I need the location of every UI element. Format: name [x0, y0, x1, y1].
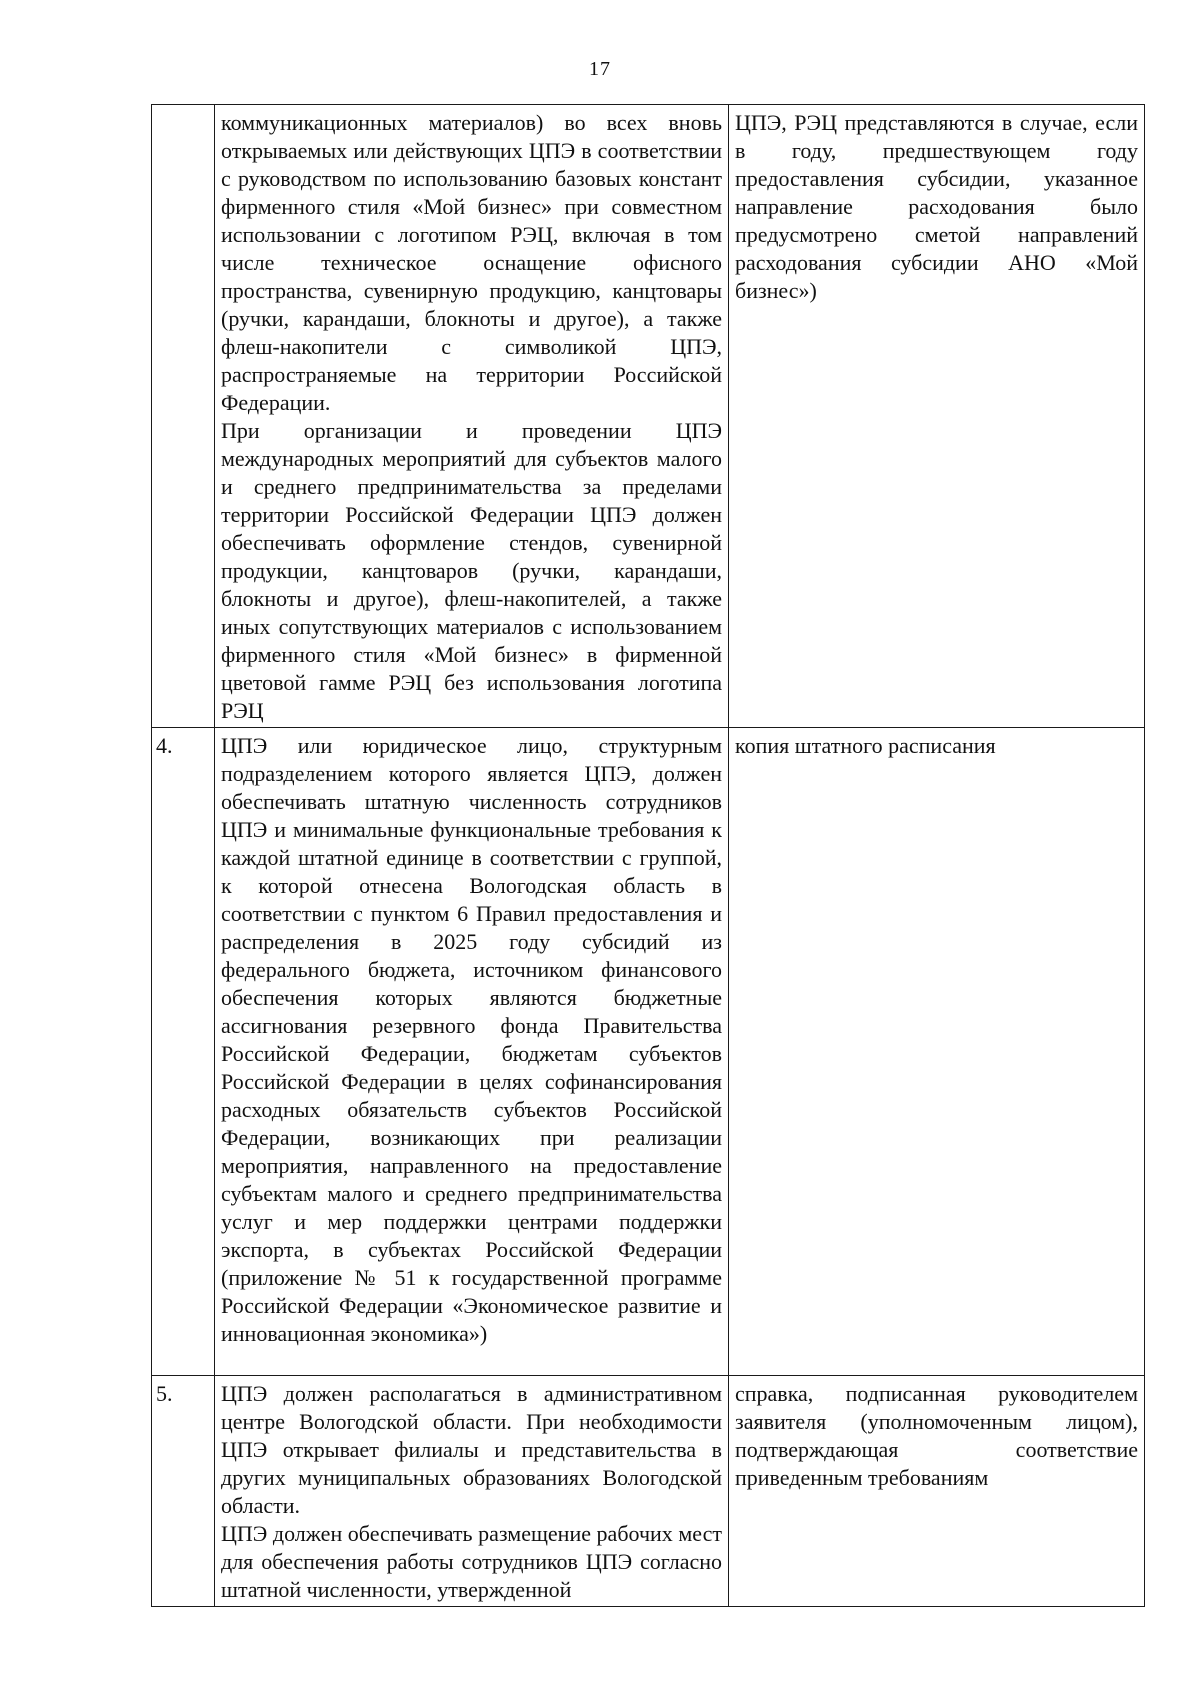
requirement-cell — [215, 1376, 729, 1607]
document-cell: копия штатного расписания — [729, 728, 1145, 1376]
row-number-cell: 4. — [152, 728, 215, 1376]
requirements-table — [151, 104, 1145, 1607]
page-number: 17 — [589, 58, 611, 80]
requirement-cell — [215, 105, 729, 728]
table-row — [152, 1376, 1145, 1607]
requirement-paragraph: ЦПЭ должен обеспечивать размещение рабочих мест для обеспечения работы сотрудников ЦПЭ согласно штатной численности, утвержденной — [221, 1521, 722, 1602]
row-number-cell: 5. — [152, 1376, 215, 1607]
document-cell: справка, подписанная руководителем заявителя (уполномоченным лицом), подтверждающая соответствие приведенным требованиям — [729, 1376, 1145, 1607]
requirement-paragraph: ЦПЭ должен располагаться в административном центре Вологодской области. При необходимости ЦПЭ открывает филиалы и представительства в других муниципальных образованиях Вологодской области. — [221, 1381, 722, 1518]
requirement-paragraph: ЦПЭ или юридическое лицо, структурным подразделением которого является ЦПЭ, должен обеспечивать штатную численность сотрудников ЦПЭ и минимальные функциональные требования к каждой штатной единице в соответствии с группой, к которой отнесена Вологодская область в соответствии с пунктом 6 Правил предоставления и распределения в 2025 году субсидий из федерального бюджета, источником финансового обеспечения которых являются бюджетные ассигнования резервного фонда Правительства Российской Федерации, бюджетам субъектов Российской Федерации в целях софинансирования расходных обязательств субъектов Российской Федерации, возникающих при реализации мероприятия, направленного на предоставление субъектам малого и среднего предпринимательства услуг и мер поддержки центрами поддержки экспорта, в субъектах Российской Федерации (приложение № 51 к государственной программе Российской Федерации «Экономическое развитие и инновационная экономика») — [221, 733, 722, 1346]
requirement-paragraph: коммуникационных материалов) во всех вновь открываемых или действующих ЦПЭ в соответствии с руководством по использованию базовых констант фирменного стиля «Мой бизнес» при совместном использовании с логотипом РЭЦ, включая в том числе техническое оснащение офисного пространства, сувенирную продукцию, канцтовары (ручки, карандаши, блокноты и другое), а также флеш-накопители с символикой ЦПЭ, распространяемые на территории Российской Федерации. — [221, 110, 722, 415]
table-row — [152, 728, 1145, 1376]
row-number-cell — [152, 105, 215, 728]
table-row — [152, 105, 1145, 728]
requirement-cell — [215, 728, 729, 1376]
requirement-paragraph: При организации и проведении ЦПЭ международных мероприятий для субъектов малого и среднего предпринимательства за пределами территории Российской Федерации ЦПЭ должен обеспечивать оформление стендов, сувенирной продукции, канцтоваров (ручки, карандаши, блокноты и другое), флеш-накопителей, а также иных сопутствующих материалов с использованием фирменного стиля «Мой бизнес» в фирменной цветовой гамме РЭЦ без использования логотипа РЭЦ — [221, 418, 722, 723]
document-cell: ЦПЭ, РЭЦ представляются в случае, если в году, предшествующем году предоставления субсидии, указанное направление расходования было предусмотрено сметой направлений расходования субсидии АНО «Мой бизнес») — [729, 105, 1145, 728]
